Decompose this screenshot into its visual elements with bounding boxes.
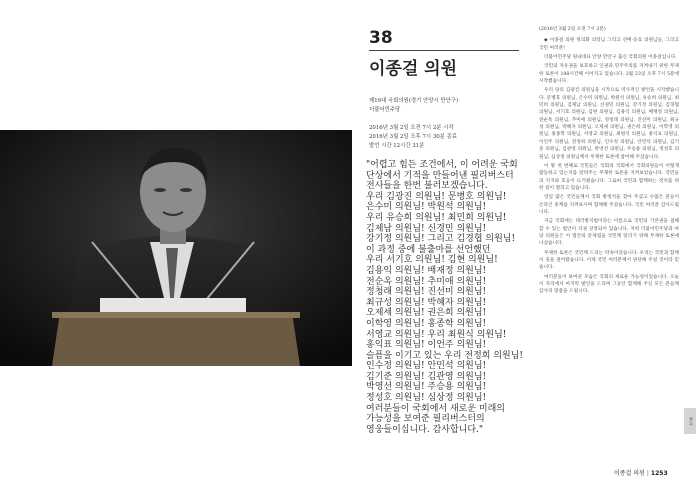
quote-line: 김용익 의원님! 배재정 의원님! — [366, 265, 487, 276]
quote-line: 김기준 의원님! 김관영 의원님! — [366, 371, 487, 382]
quote-line: 전순옥 의원님! 추미애 의원님! — [366, 276, 487, 287]
dateline: (2016년 3월 2일 오전 7시 2분) — [539, 27, 606, 32]
quote-line: 전사들을 한번 불러보겠습니다. — [366, 181, 488, 192]
quote-line: 우리 김광진 의원님! 문병호 의원님! — [366, 191, 507, 202]
quote-line: 강기정 의원님! 그리고 김경협 의원님! — [366, 234, 516, 245]
quote-line: 최규성 의원님! 박혜자 의원님! — [366, 297, 487, 308]
quote-line: 정성호 의원님! 심상정 의원님! — [366, 393, 487, 404]
session-party: 더불어민주당 — [369, 107, 401, 113]
quote-line: 홍익표 의원님! 이언주 의원님! — [366, 340, 487, 351]
quote-line: 여러분들이 국회에서 새로운 미래의 — [366, 403, 505, 414]
quote-line: 박영선 의원님! 주승용 의원님! — [366, 382, 487, 393]
quote-line: 은수미 의원님! 박원석 의원님! — [366, 202, 487, 213]
speech-paragraph: 무제한 토론은 국민께 드리는 약속이었습니다. 우리는 국민과 함께 이 길을 걸어왔습니다. 이제 국민 여러분께서 판단해 주실 것이라 믿습니다. — [539, 250, 679, 271]
quote-line: 가능성을 보여준 필리버스터의 — [366, 414, 485, 425]
spacer — [369, 115, 539, 124]
speech-paragraph: 우리 당의 김광진 의원님을 시작으로 역사적인 발언을 시작했습니다. 문병호 의원님, 은수미 의원님, 박원석 의원님, 유승희 의원님, 최민희 의원님, 김제남 의원님, 신경민 의원님, 강기정 의원님, 김경협 의원님, 서기호 의원님, 김현 의원님, 김용익 의원님, 배재정 의원님, 전순옥 의원님, 추미애 의원님, 정청래 의원님, 진선미 의원님, 최규성 의원님, 박혜자 의원님, 오제세 의원님, 권은희 의원님, 이학영 의원님, 홍종학 의원님, 서영교 의원님, 최원식 의원님, 홍익표 의원님, 이언주 의원님, 전정희 의원님, 인수정 의원님, 안민석 의원님, 김기준 의원님, 김관영 의원님, 박영선 의원님, 주승용 의원님, 정성호 의원님, 심상정 의원님께서 무제한 토론에 참여해 주셨습니다. — [539, 88, 679, 160]
speech-paragraph: 더불어민주당 원내대표 안양 만안구 출신 국회의원 이종걸입니다. — [544, 55, 677, 61]
quote-line: 서영교 의원님! 우리 최원식 의원님! — [366, 329, 507, 340]
speaker-name: 이종걸 의원 — [369, 59, 458, 79]
speech-paragraph: 연일 많은 국민들께서 국회 방청석을 찾아 주셨고 수많은 분들이 온라인 중계를 지켜보시며 함께해 주셨습니다. 국민 여러분 감사드립니다. — [539, 195, 679, 215]
quote-line: 단상에서 기적을 만들어낸 필리버스터 — [366, 170, 514, 181]
quote-line: 이학영 의원님! 홍종학 의원님! — [366, 318, 487, 329]
speech-paragraph: ◆ 이종걸 의원 정의화 의장님 그리고 선배·동료 의원님들, 그리고 국민 여러분! — [539, 38, 679, 51]
chapter-number: 38 — [369, 28, 393, 48]
page-number: 1253 — [650, 470, 668, 477]
footer-separator: | — [646, 470, 649, 477]
session-duration: 발언 시간 12시간 31분 — [369, 143, 425, 149]
quote-line: 오제세 의원님! 권은희 의원님! — [366, 308, 487, 319]
speech-paragraph: 여러분들이 보여준 모습은 국회의 새로운 가능성이었습니다. 오늘 이 자리에서 마지막 발언을 드리며 그동안 함께해 주신 모든 분들께 감사의 말씀을 드립니다. — [539, 274, 679, 295]
quote-line: 정청래 의원님! 진선미 의원님! — [366, 287, 487, 298]
speech-body — [539, 26, 679, 298]
paragraph-list — [539, 37, 679, 295]
quote-line: 이 과정 중에 불출마를 선언했던 — [366, 244, 491, 255]
quote-line: 우리 유승희 의원님! 최민희 의원님! — [366, 212, 507, 223]
speech-paragraph: 이 땅 첫 번째로 국민들은 국회의 국회에서 국회의원들이 어떻게 활동하고 있는지를 알려주는 무제한 토론을 지켜보았습니다. 국민들의 지지와 호응이 뜨거웠습니다. 그로써 국민과 함께하는 정치를 위한 길이 열리고 있습니다. — [539, 163, 679, 191]
footer-speaker: 이종걸 의원 — [614, 470, 645, 477]
session-title: 제19대 국회의원(경기 안양시 만안구) — [369, 98, 459, 104]
quote-line: 슬픔을 이기고 있는 우리 전정희 의원님! — [366, 350, 524, 361]
podium-photo-illustration — [0, 130, 352, 366]
quote-line: 우리 서기호 의원님! 김현 의원님! — [366, 255, 498, 266]
section-side-tab: 부록 — [684, 408, 696, 434]
quote-line: 김제남 의원님! 신경민 의원님! — [366, 223, 487, 234]
speech-paragraph: 국민의 자유권을 보호하고 인권과 민주주의를 지켜내기 위한 무제한 토론이 188시간째 이어지고 있습니다. 2월 23일 오후 7시 5분에 시작했습니다. — [539, 64, 679, 85]
session-end: 2016년 3월 2일 오후 7시 30분 종료 — [369, 134, 458, 140]
session-start: 2016년 3월 2일 오전 7시 2분 시작 — [369, 125, 454, 131]
session-info — [369, 97, 539, 151]
quote-line: 인수정 의원님! 안민석 의원님! — [366, 361, 487, 372]
chapter-divider — [369, 50, 519, 51]
speaker-photo — [0, 130, 352, 366]
quote-line: "어렵고 힘든 조건에서, 이 어려운 국회 — [366, 160, 518, 170]
page-footer — [614, 468, 668, 477]
quote-line: 영웅들이십니다. 감사합니다." — [366, 424, 484, 435]
pull-quote — [366, 160, 528, 435]
speech-paragraph: 지금 국회에는 테러방지법이라는 이름으로 국민의 기본권을 침해할 수 있는 법안이 직권 상정되어 있습니다. 저희 더불어민주당과 야당 의원들은 이 법안의 문제점을 국민께 알리기 위해 무제한 토론에 나섰습니다. — [539, 219, 679, 247]
